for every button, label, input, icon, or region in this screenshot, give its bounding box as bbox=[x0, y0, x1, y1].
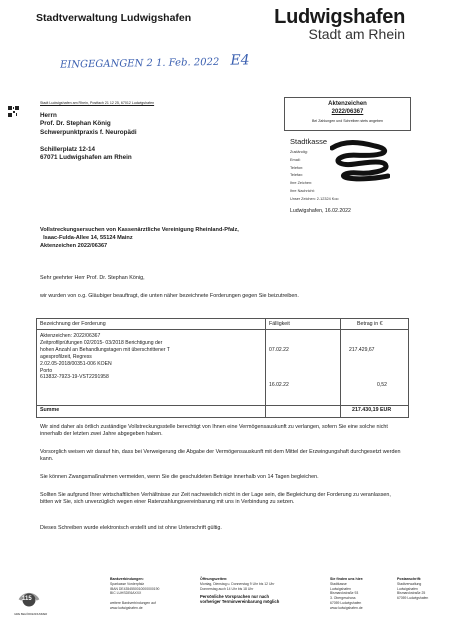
stamp-initials: E4 bbox=[230, 52, 250, 69]
footer-line: www.ludwigshafen.de bbox=[330, 605, 363, 610]
footer-line: www.ludwigshafen.de bbox=[110, 605, 143, 610]
letter-date: Ludwigshafen, 16.02.2022 bbox=[290, 208, 351, 214]
contact-row: Unser Zeichen: 2-12324 Koo bbox=[290, 196, 339, 201]
sender-line: Stadt Ludwigshafen am Rhein, Postfach 21 12 25, 67012 Ludwigshafen bbox=[40, 101, 155, 105]
footer-postal bbox=[397, 577, 428, 601]
contact-row: Ihre Nachricht: bbox=[290, 188, 315, 193]
recipient-line bbox=[40, 137, 137, 145]
org-name: Stadtverwaltung Ludwigshafen bbox=[36, 12, 192, 24]
recipient-line: 67071 Ludwigshafen am Rhein bbox=[40, 154, 132, 162]
qr-code-icon bbox=[8, 106, 19, 117]
recipient-line: Herrn bbox=[40, 112, 57, 119]
footer-line: Montag, Dienstag u. Donnerstag 9 Uhr bis 12 Uhr bbox=[200, 581, 275, 586]
footer-line: Ludwigshafen bbox=[330, 586, 351, 591]
subject-line: Aktenzeichen 2022/06367 bbox=[40, 243, 108, 250]
contact-row: Telefon: bbox=[290, 165, 304, 170]
footer-note: Persönliche Vorsprachen nur nach bbox=[200, 594, 270, 600]
contact-row: Ihre Zeichen: bbox=[290, 181, 313, 186]
footer-line: Bismarckstraße 93 bbox=[330, 591, 359, 596]
footer-line: Bismarckstraße 25 bbox=[397, 591, 426, 596]
brand-name: Ludwigshafen bbox=[274, 6, 405, 28]
subject-line: Vollstreckungsersuchen von Kassenärztliche Vereinigung Rheinland-Pfalz, bbox=[40, 227, 239, 233]
row-due-date: 16.02.22 bbox=[269, 382, 289, 388]
footer-line: Stadtverwaltung bbox=[397, 581, 422, 586]
table-row bbox=[40, 333, 262, 381]
table-divider bbox=[37, 405, 408, 406]
intro-paragraph: wir wurden von o.g. Gläubiger beauftragt, die unten näher bezeichnete Forderungen gegen Sie beizutreiben. bbox=[40, 293, 299, 299]
table-divider bbox=[340, 319, 341, 417]
footer-line: 3. Obergeschoss bbox=[330, 596, 356, 601]
footer-title: Postanschrift: bbox=[397, 577, 422, 581]
recipient-line: Schillerplatz 12-14 bbox=[40, 145, 95, 153]
body-paragraph: Wir sind daher als örtlich zuständige Vollstreckungsstelle berechtigt von Ihnen eine Vermögensauskunft zu verlangen, sofern Sie eine solche nicht innerhalb der letzten zwei Jahre abgegeben haben. bbox=[40, 424, 388, 438]
footer-line: BIC LUHSDE6AXXX bbox=[110, 591, 142, 596]
contact-row: Zuständig: bbox=[290, 150, 308, 154]
sum-label: Summe bbox=[40, 407, 60, 413]
footer-note: vorheriger Terminvereinbarung möglich bbox=[200, 599, 280, 605]
row-due-date: 07.02.22 bbox=[269, 347, 289, 353]
row-amount: 217.429,67 bbox=[349, 347, 375, 353]
claims-table bbox=[36, 318, 409, 418]
recipient-address bbox=[40, 112, 137, 162]
logo-number: 115 bbox=[22, 596, 32, 602]
aktenzeichen-number: 2022/06367 bbox=[331, 109, 364, 115]
sum-amount: 217.430,19 EUR bbox=[352, 407, 392, 413]
table-header-due: Fälligkeit bbox=[269, 321, 290, 327]
recipient-line: Schwerpunktpraxis f. Neuropädi bbox=[40, 128, 137, 136]
footer-line: Ludwigshafen bbox=[397, 586, 418, 591]
footer-line: Stadtkasse bbox=[330, 581, 347, 586]
footer-location bbox=[330, 577, 363, 611]
row-description-line: agesprofilzeit, Regress bbox=[40, 353, 92, 360]
received-stamp bbox=[60, 52, 250, 71]
aktenzeichen-hint: Bei Zahlungen und Schreiben stets angeben bbox=[312, 119, 383, 123]
footer-hours bbox=[200, 577, 279, 605]
aktenzeichen-title: Aktenzeichen bbox=[328, 101, 367, 107]
table-header-amount: Betrag in € bbox=[357, 321, 383, 327]
row-description-line: Aktenzeichen: 2022/06367 bbox=[40, 333, 101, 339]
row-description-line: Porto bbox=[40, 367, 53, 374]
row-description-line: 2.02.05-2018/00351-006 KOEN bbox=[40, 360, 112, 367]
body-paragraph: Sollten Sie aufgrund Ihrer wirtschaftlichen Verhältnisse zur Zeit nachweislich nicht in der Lage sein, die Begleichung der Forderung zu veranlassen, bitten wir Sie, sich unverzüglich wegen einer Ratenzahlungsvereinbarung mit uns in Verbindung zu setzen. bbox=[40, 492, 391, 506]
table-divider bbox=[37, 329, 408, 330]
brand-subtitle: Stadt am Rhein bbox=[308, 26, 405, 42]
footer-line: IBAN DE4354550010000000190 bbox=[110, 586, 160, 591]
footer-line: Sparkasse Vorderpfalz bbox=[110, 581, 145, 586]
subject-line: Isaac-Fulda-Allee 14, 55124 Mainz bbox=[40, 235, 133, 242]
footer-title: Öffnungszeiten: bbox=[200, 577, 228, 581]
redaction-scribble bbox=[330, 138, 390, 183]
footer-line: 67059 Ludwigshafen bbox=[330, 600, 362, 605]
logo-caption: IHRE BEHÖRDENNUMMER bbox=[14, 613, 48, 616]
footer-line: weitere Bankverbindungen auf bbox=[110, 600, 156, 605]
subject-block bbox=[40, 226, 239, 251]
body-paragraph: Vorsorglich weisen wir darauf hin, dass bei Verweigerung die Abgabe der Vermögensauskunft mit dem Mittel der Erzwingungshaft durchgesetzt werden kann. bbox=[40, 449, 401, 463]
footer-line: 67059 Ludwigshafen bbox=[397, 596, 429, 601]
footer-line: Donnerstag auch 14 Uhr bis 18 Uhr bbox=[200, 586, 254, 591]
stamp-text: EINGEGANGEN 2 1. Feb. 2022 bbox=[59, 56, 220, 71]
row-description-line: Zeitprofilprüfungen 02/2015- 03/2018 Berichtigung der bbox=[40, 339, 163, 346]
salutation: Sehr geehrter Herr Prof. Dr. Stephan König, bbox=[40, 275, 145, 281]
table-divider bbox=[265, 319, 266, 417]
row-amount: 0,52 bbox=[377, 382, 387, 388]
behoerdennummer-logo bbox=[14, 584, 47, 616]
recipient-line: Prof. Dr. Stephan König bbox=[40, 120, 111, 128]
contact-row: Telefax: bbox=[290, 173, 304, 178]
department-name: Stadtkasse bbox=[290, 137, 328, 146]
aktenzeichen-box bbox=[284, 97, 411, 131]
footer-bank bbox=[110, 577, 159, 611]
footer-title: Bankverbindungen: bbox=[110, 577, 144, 581]
body-paragraph: Dieses Schreiben wurde elektronisch erstellt und ist ohne Unterschrift gültig. bbox=[40, 525, 222, 531]
footer-title: Sie finden uns hier: bbox=[330, 577, 364, 581]
contact-row: Email: bbox=[290, 157, 301, 162]
table-header-description: Bezeichnung der Forderung bbox=[40, 321, 106, 327]
body-paragraph: Sie können Zwangsmaßnahmen vermeiden, wenn Sie die geschuldeten Beträge innerhalb von 14 Tagen begleichen. bbox=[40, 474, 319, 480]
row-description-line: 613832-7923-19-VST2291958 bbox=[40, 374, 109, 381]
row-description-line: hohen Anzahl an Behandlungstagen mit überschrittener T bbox=[40, 346, 170, 353]
